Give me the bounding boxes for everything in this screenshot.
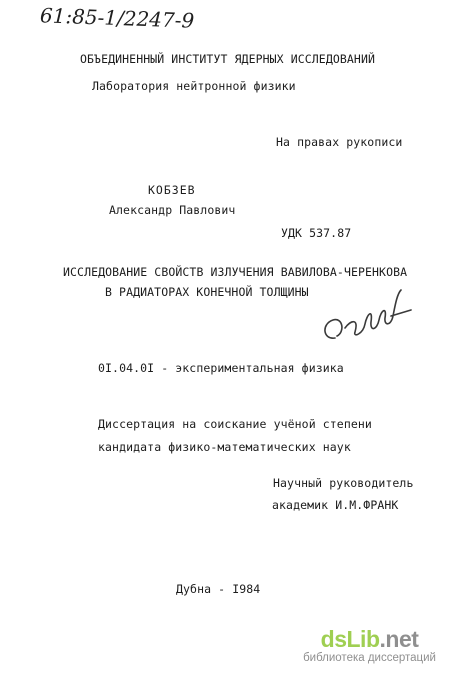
udc-code: УДК 537.87 [281, 226, 352, 240]
watermark-brand-main: dsLib [320, 626, 380, 652]
organization-name: ОБЪЕДИНЕННЫЙ ИНСТИТУТ ЯДЕРНЫХ ИССЛЕДОВАНИЙ [80, 52, 375, 66]
rights-note: На правах рукописи [276, 135, 403, 149]
thesis-degree-line-1: Диссертация на соискание учёной степени [98, 417, 372, 431]
watermark-logo [303, 627, 436, 651]
thesis-degree-line-2: кандидата физико-математических наук [98, 440, 351, 454]
dslib-watermark [303, 627, 436, 665]
watermark-brand-suffix: .net [379, 626, 419, 652]
supervisor-label: Научный руководитель [273, 476, 414, 490]
place-and-year: Дубна - I984 [176, 582, 261, 596]
author-signature [315, 280, 415, 360]
thesis-title-line-2: В РАДИАТОРАХ КОНЕЧНОЙ ТОЛЩИНЫ [105, 285, 309, 299]
author-surname: КОБЗЕВ [148, 183, 196, 197]
author-given-names: Александр Павлович [109, 203, 236, 217]
watermark-tagline: библиотека диссертаций [303, 652, 436, 664]
specialty-code: 0I.04.0I - экспериментальная физика [98, 361, 344, 375]
thesis-title-line-1: ИССЛЕДОВАНИЕ СВОЙСТВ ИЗЛУЧЕНИЯ ВАВИЛОВА-ЧЕРЕНКОВА [63, 265, 408, 279]
supervisor-name: академик И.М.ФРАНК [272, 498, 399, 512]
laboratory-name: Лаборатория нейтронной физики [92, 79, 296, 93]
archive-number: 61:85-1/2247-9 [39, 3, 195, 33]
